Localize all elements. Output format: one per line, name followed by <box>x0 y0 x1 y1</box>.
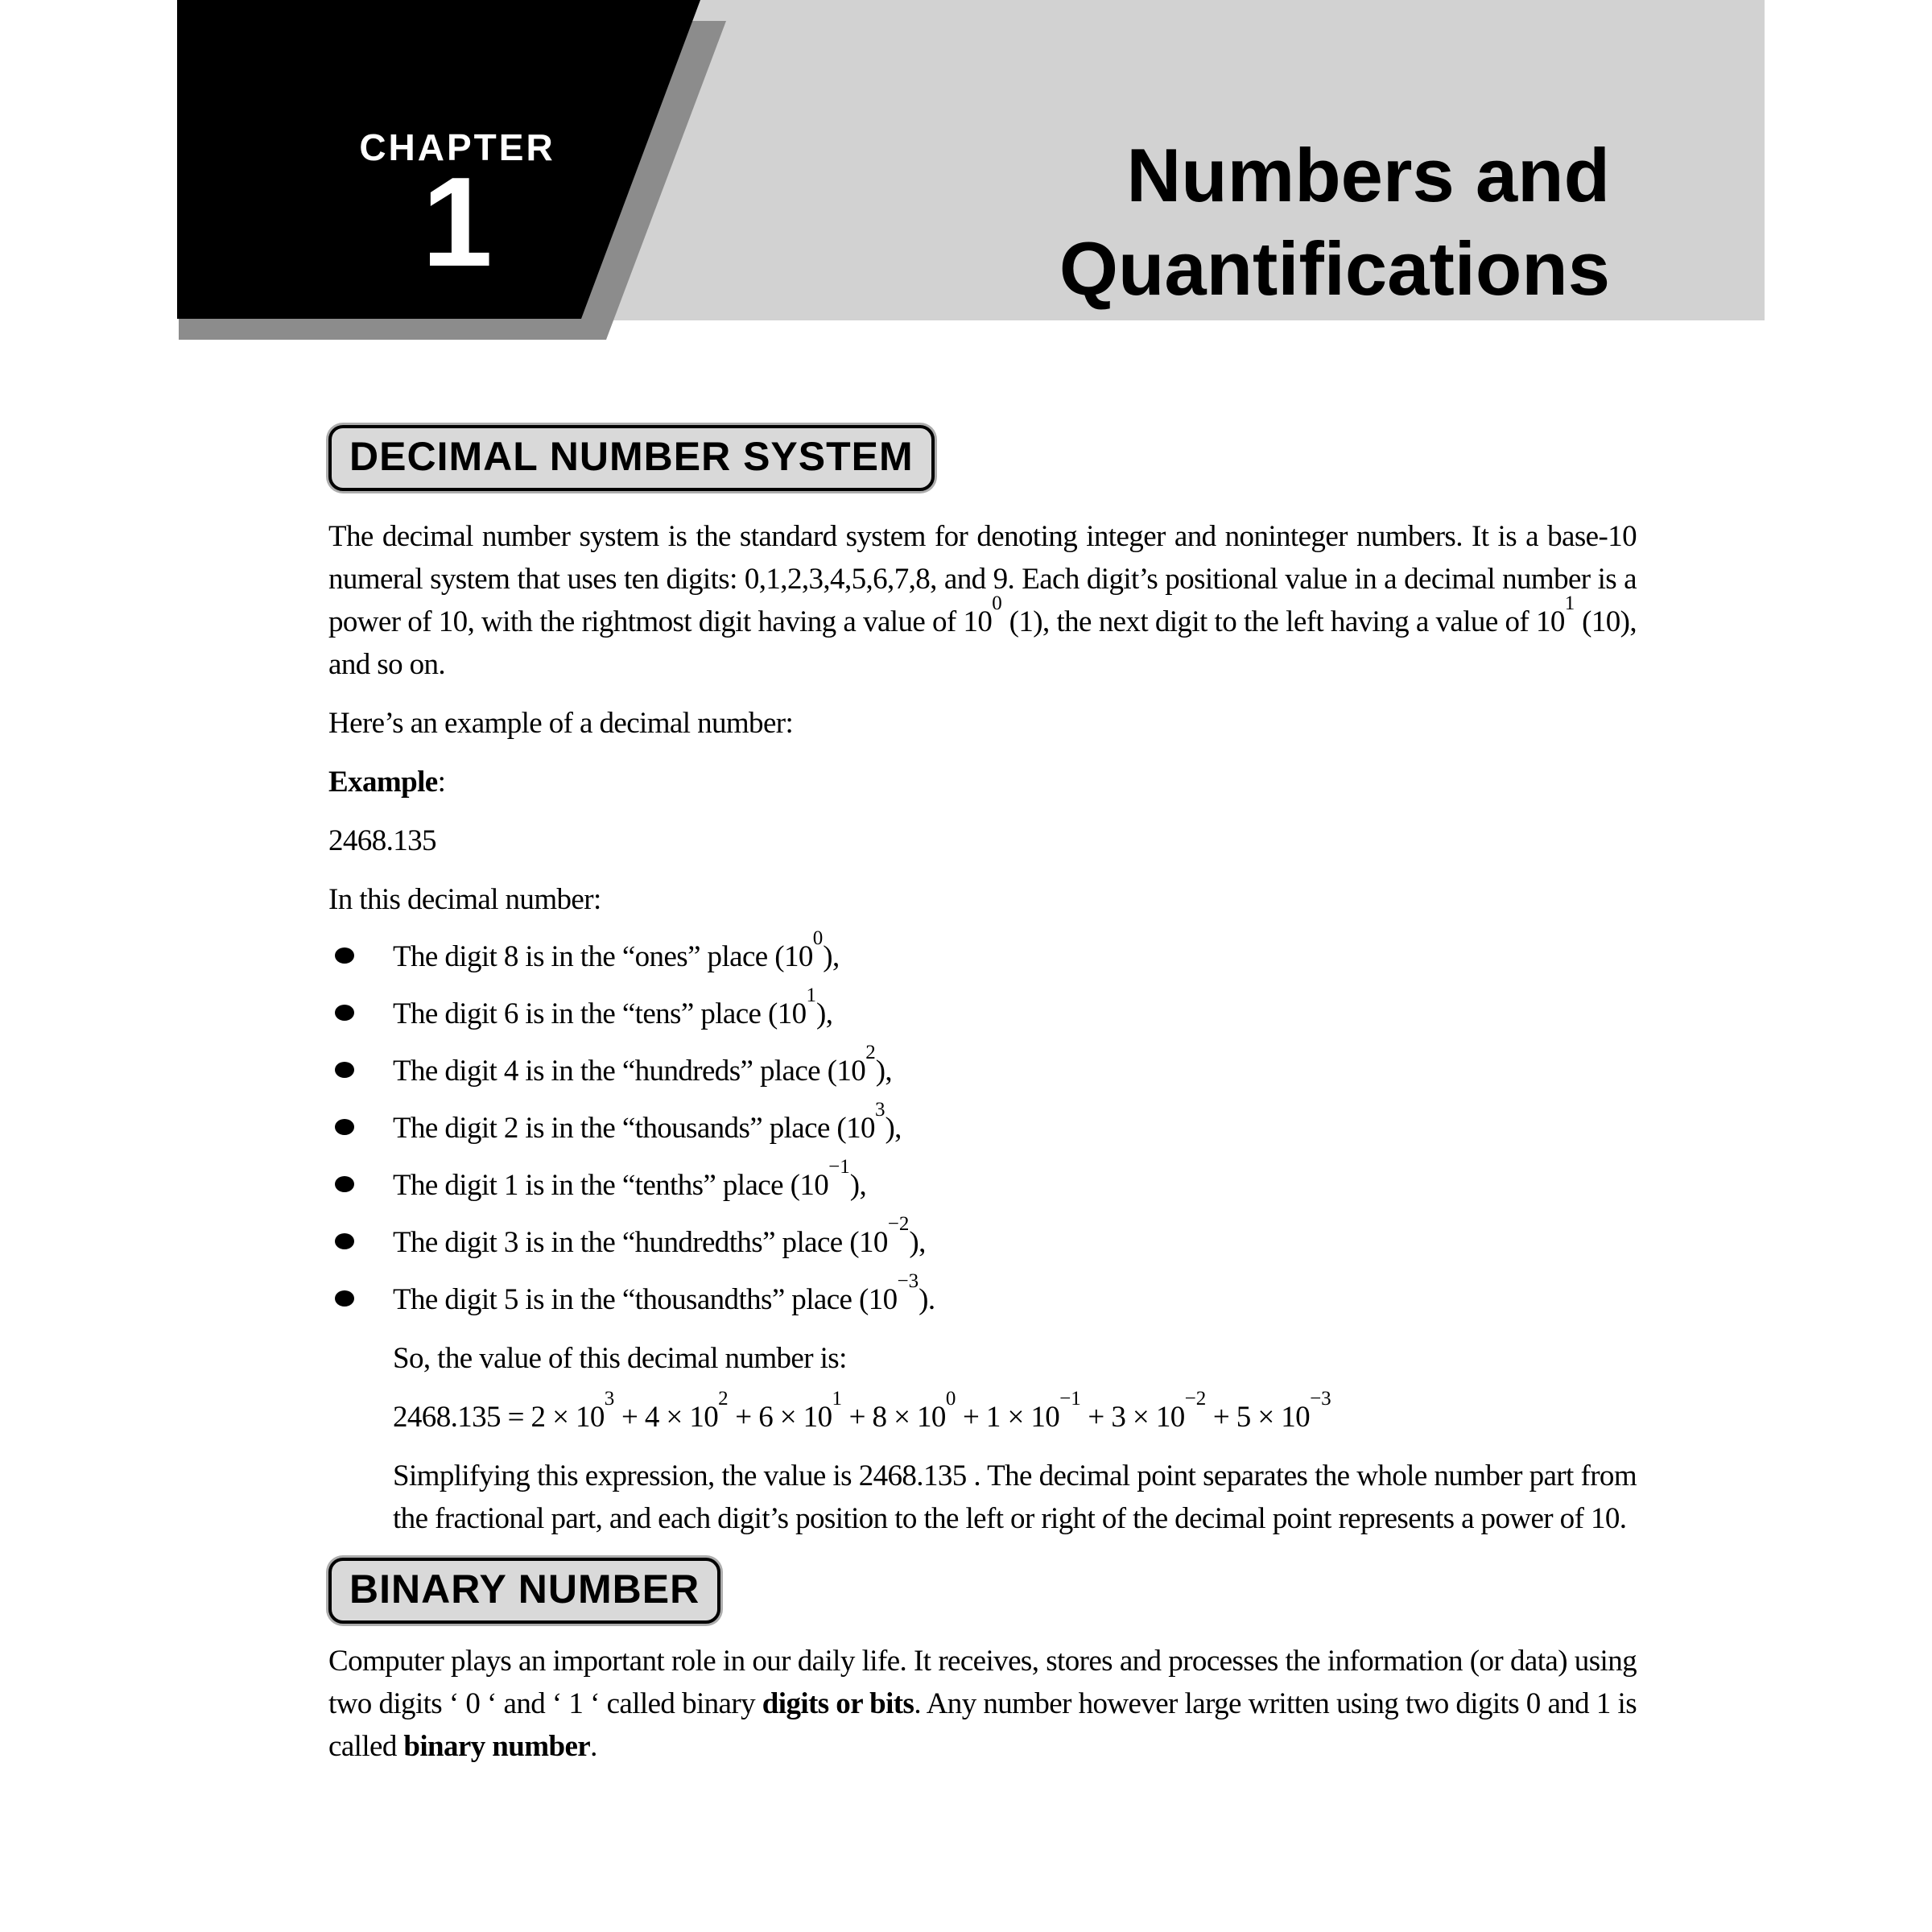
list-intro-line: In this decimal number: <box>328 883 601 916</box>
bullet-icon <box>335 1119 354 1135</box>
list-item <box>328 1269 1637 1321</box>
bullet-icon <box>335 1233 354 1249</box>
list-item <box>328 1212 1637 1264</box>
section-heading-decimal: DECIMAL NUMBER SYSTEM <box>328 425 935 491</box>
example-label: Example: <box>328 766 446 799</box>
example-intro-line: Here’s an example of a decimal number: <box>328 707 794 740</box>
chapter-header-graphics <box>0 0 1932 370</box>
value-intro-line: So, the value of this decimal number is: <box>393 1342 847 1375</box>
list-item-text: The digit 3 is in the “hundredths” place $(10^{-2})$, <box>393 1212 926 1259</box>
chapter-title-line2: Quantifications <box>1059 226 1610 311</box>
chapter-title <box>1059 129 1610 316</box>
binary-paragraph: Computer plays an important role in our daily life. It receives, stores and processes the information (or data) using two digits ‘ 0 ‘ and ‘ 1 ‘ called binary digits or bits. Any number however large written using two digits 0 and 1 is called binary number. <box>328 1645 1637 1763</box>
list-item <box>328 984 1637 1035</box>
decimal-intro-paragraph: The decimal number system is the standard system for denoting integer and noninteger numbers. It is a base-10 numeral system that uses ten digits: 0,1,2,3,4,5,6,7,8, and 9. Each digit’s positional value in a decimal number is a power of 10, with the rightmost digit having a value of $10^0$ (1), the next digit to the left having a value of $10^1$ (10), and so on. <box>328 520 1637 681</box>
bullet-icon <box>335 1005 354 1021</box>
page-content <box>328 425 1637 1768</box>
bullet-icon <box>335 1176 354 1192</box>
chapter-number: 1 <box>422 151 493 293</box>
list-item-text: The digit 8 is in the “ones” place $(10^0)$, <box>393 927 840 973</box>
expansion-formula: $2468.135 = 2 \times 10^3 + 4 \times 10^2 + 6 \times 10^1 + 8 \times 10^0 + 1 \times 10^{-1} + 3 \times 10^{-2} + 5 \times 10^{-3}$ <box>393 1387 1331 1434</box>
list-item-text: The digit 6 is in the “tens” place $(10^1)$, <box>393 984 833 1030</box>
list-item-text: The digit 4 is in the “hundreds” place $(10^2)$, <box>393 1041 893 1088</box>
list-item-text: The digit 1 is in the “tenths” place $(10^{-1})$, <box>393 1155 867 1202</box>
section-heading-binary: BINARY NUMBER <box>328 1558 720 1624</box>
list-item <box>328 1098 1637 1150</box>
place-value-list <box>328 927 1637 1321</box>
chapter-header <box>0 0 1932 370</box>
bullet-icon <box>335 1062 354 1078</box>
list-item-text: The digit 5 is in the “thousandths” place $(10^{-3})$. <box>393 1269 935 1316</box>
list-item-text: The digit 2 is in the “thousands” place $(10^3)$, <box>393 1098 902 1145</box>
list-item <box>328 927 1637 978</box>
chapter-label: CHAPTER <box>359 126 555 168</box>
chapter-title-line1: Numbers and <box>1126 133 1610 217</box>
simplify-paragraph: Simplifying this expression, the value is 2468.135 . The decimal point separates the whole number part from the fractional part, and each digit’s position to the left or right of the decimal point represents a power of 10. <box>393 1459 1637 1535</box>
bullet-icon <box>335 947 354 964</box>
list-item <box>328 1155 1637 1207</box>
bullet-icon <box>335 1290 354 1307</box>
example-number: 2468.135 <box>328 824 436 857</box>
list-item <box>328 1041 1637 1092</box>
